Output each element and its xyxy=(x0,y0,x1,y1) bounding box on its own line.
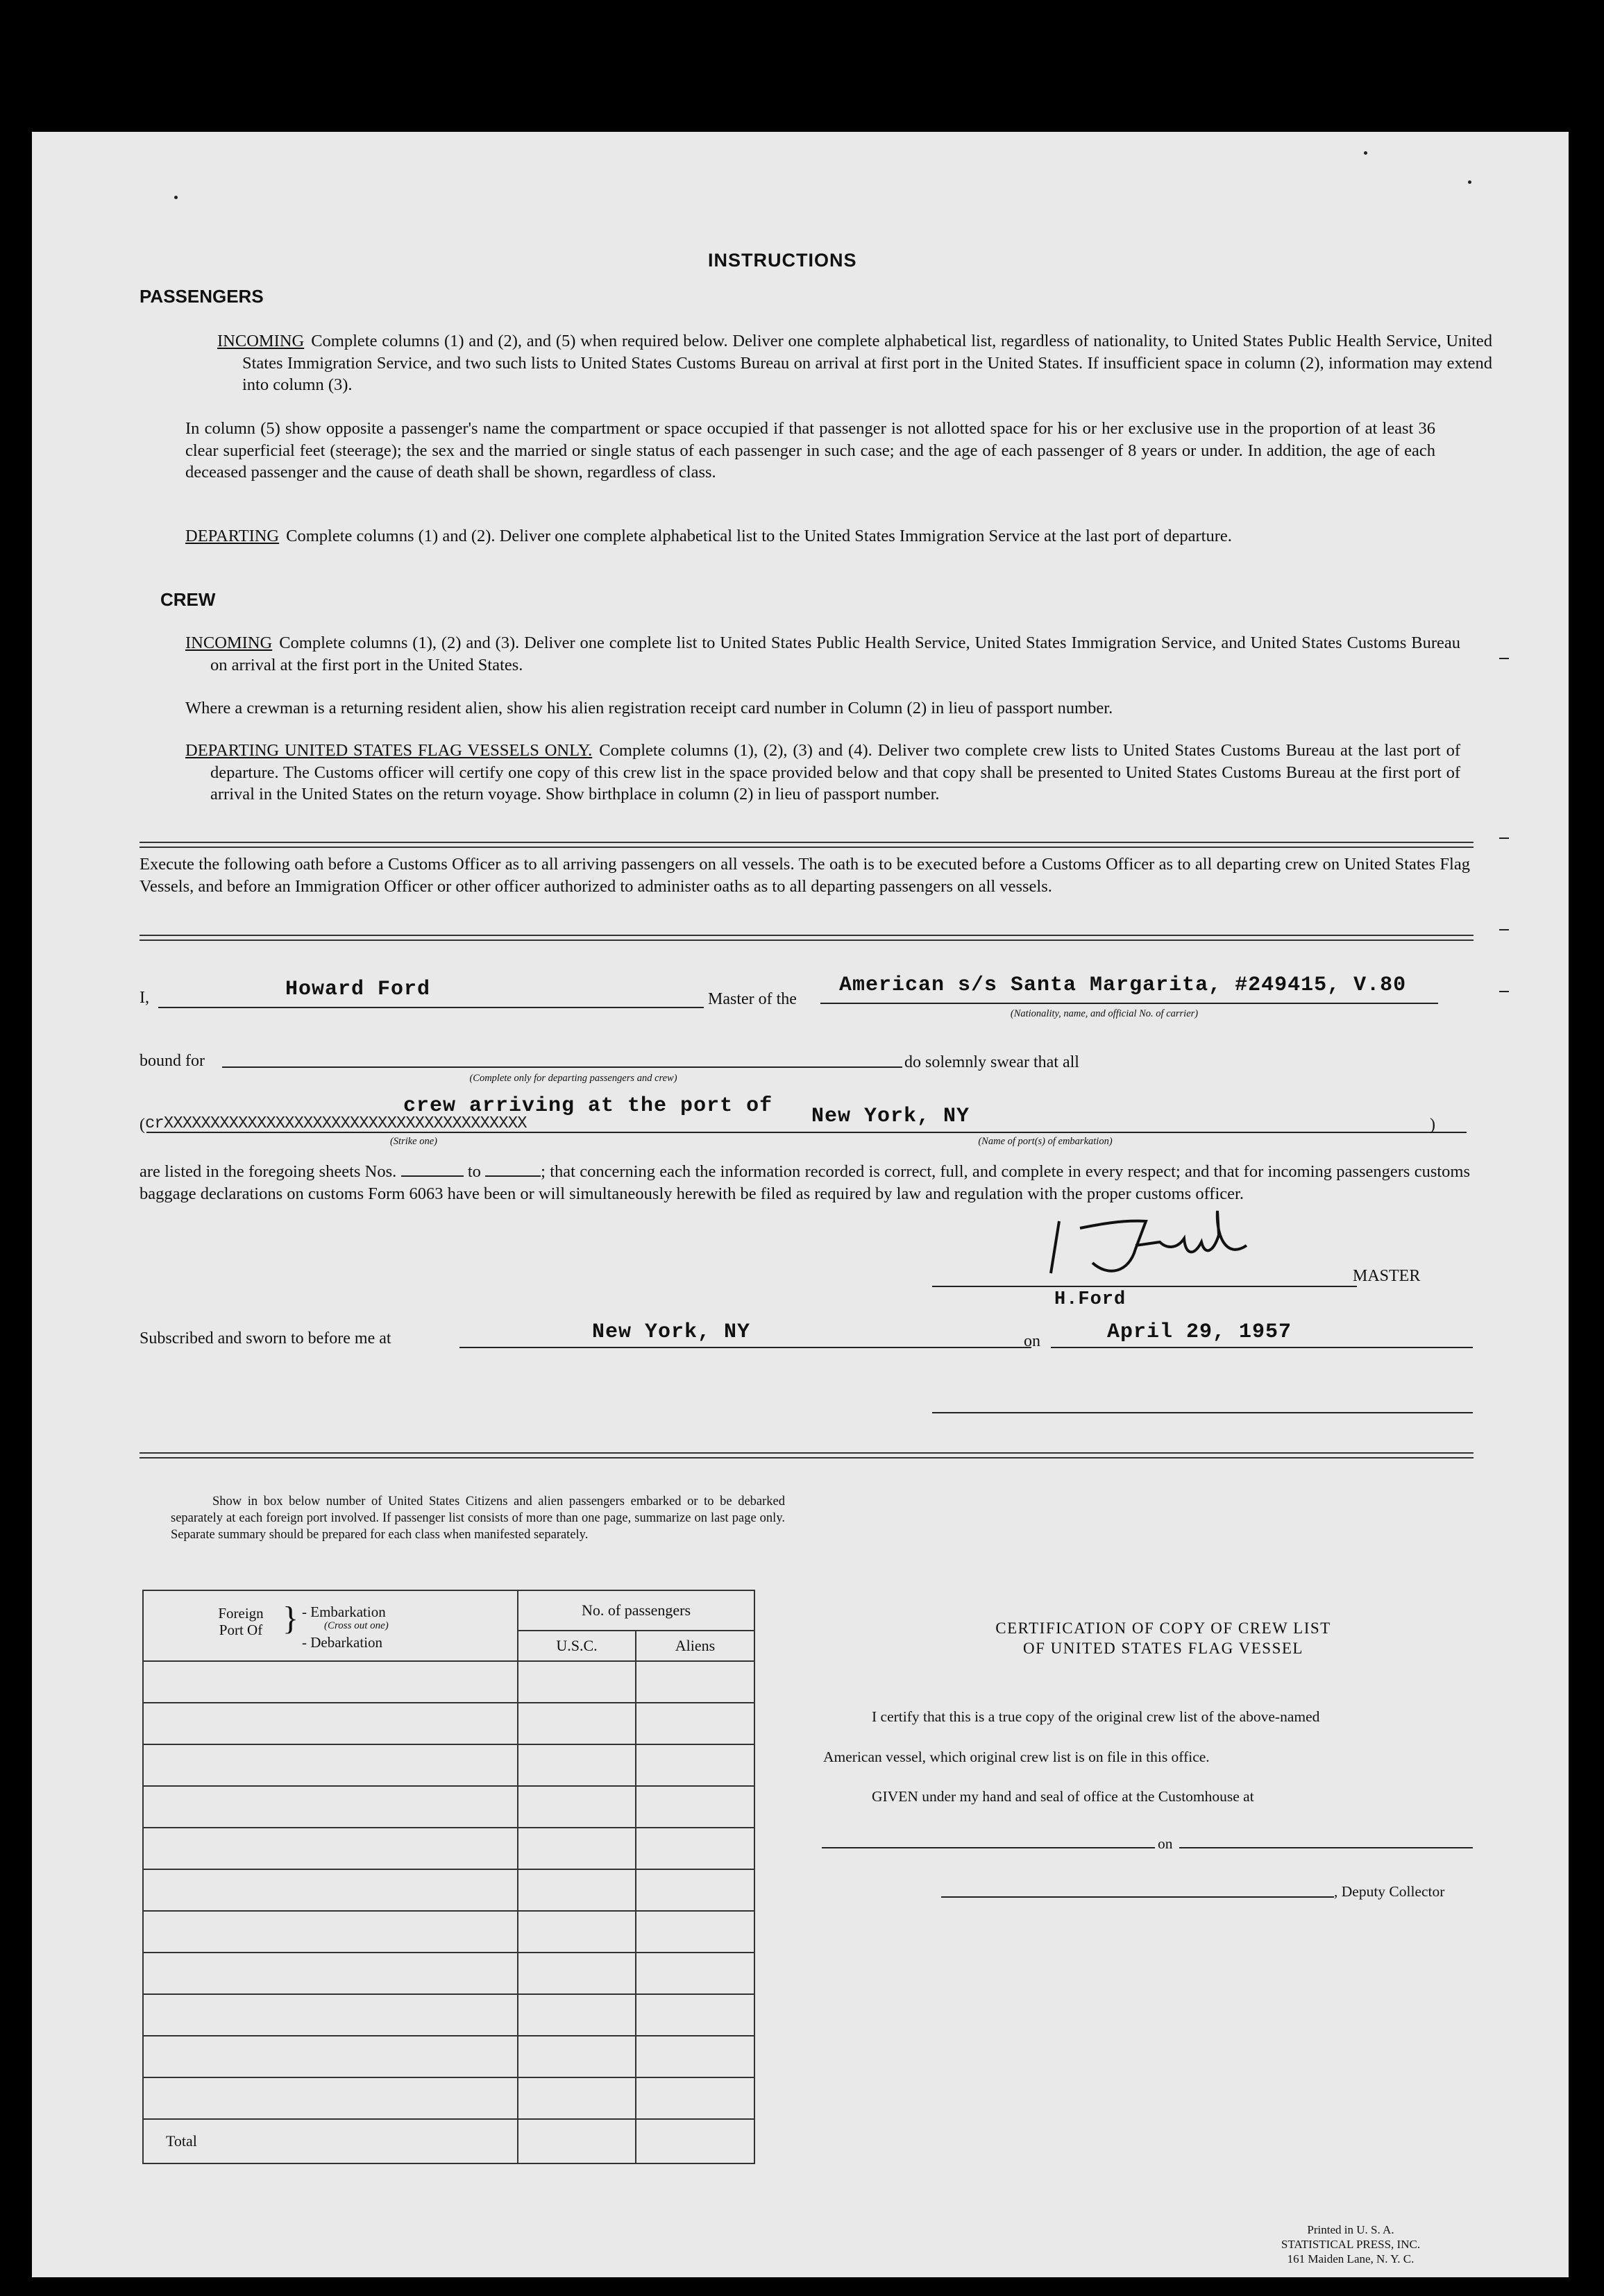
port-cell[interactable] xyxy=(143,1661,518,1703)
aliens-cell[interactable] xyxy=(636,1661,754,1703)
port-cell[interactable] xyxy=(143,1953,518,1994)
sworn-place-line xyxy=(459,1347,1031,1348)
no-of-passengers-header: No. of passengers xyxy=(518,1590,754,1631)
usc-cell[interactable] xyxy=(518,1786,636,1828)
swear-text: do solemnly swear that all xyxy=(904,1053,1079,1071)
port-cell[interactable] xyxy=(143,1828,518,1869)
master-label: MASTER xyxy=(1353,1267,1421,1285)
port-cell[interactable] xyxy=(143,1744,518,1786)
crew-resident-paragraph: Where a crewman is a returning resident alien, show his alien registration receipt card number in Column (2) in lieu of passport number. xyxy=(185,699,1113,717)
printer-line3: 161 Maiden Lane, N. Y. C. xyxy=(1287,2252,1415,2265)
edge-tick xyxy=(1499,658,1509,659)
strike-caption: (Strike one) xyxy=(389,1136,438,1147)
signature-line xyxy=(932,1286,1357,1287)
sheet-to-blank xyxy=(485,1175,541,1177)
open-paren: ( xyxy=(140,1116,145,1134)
port-caption: (Name of port(s) of embarkation) xyxy=(978,1136,1113,1147)
passengers-heading: PASSENGERS xyxy=(140,286,264,307)
given-text: GIVEN under my hand and seal of office at the Customhouse at xyxy=(872,1788,1254,1805)
crew-arriving-value: crew arriving at the port of xyxy=(403,1094,773,1118)
table-row xyxy=(143,1744,754,1786)
printer-imprint xyxy=(1212,2222,1489,2266)
crew-heading: CREW xyxy=(160,589,216,610)
passengers-incoming-text: Complete columns (1) and (2), and (5) when required below. Deliver one complete alphabetical list, regardless of nationality, to United States Public Health Service, United States Immigration Service, and two such lists to United States Customs Bureau on arrival at first port in the United States. If insufficient space in column (2), information may extend into column (3). xyxy=(242,332,1492,394)
signature-name: H.Ford xyxy=(1054,1289,1126,1310)
usc-total-cell[interactable] xyxy=(518,2119,636,2163)
on-label: on xyxy=(1024,1332,1040,1350)
usc-cell[interactable] xyxy=(518,1661,636,1703)
brace-icon: } xyxy=(282,1600,299,1637)
subscribed-label: Subscribed and sworn to before me at xyxy=(140,1329,391,1347)
debarkation-label: - Debarkation xyxy=(302,1634,383,1651)
oath-i-label: I, xyxy=(140,989,149,1007)
aliens-cell[interactable] xyxy=(636,1703,754,1744)
form-sheet xyxy=(32,132,1569,2277)
struck-out-text: crXXXXXXXXXXXXXXXXXXXXXXXXXXXXXXXXXXXXXXX xyxy=(145,1114,527,1133)
aliens-cell[interactable] xyxy=(636,1869,754,1911)
master-of-label: Master of the xyxy=(708,990,797,1008)
sworn-place-value: New York, NY xyxy=(592,1320,751,1344)
usc-cell[interactable] xyxy=(518,1703,636,1744)
sworn-date-value: April 29, 1957 xyxy=(1107,1320,1292,1344)
usc-cell[interactable] xyxy=(518,1911,636,1953)
listed-text-2: ; that concerning each the information recorded is correct, full, and complete in every respect; and that for incoming passengers customs baggage declarations on customs Form 6063 have been or will simultaneously herewith be filed as required by law and regulation with the proper customs officer. xyxy=(140,1162,1471,1203)
port-cell[interactable] xyxy=(143,2077,518,2119)
listed-text-1: are listed in the foregoing sheets Nos. xyxy=(140,1162,397,1181)
close-paren: ) xyxy=(1430,1116,1435,1134)
usc-cell[interactable] xyxy=(518,1828,636,1869)
cert-date-line xyxy=(1179,1847,1473,1848)
listed-paragraph xyxy=(140,1161,1470,1205)
usc-header: U.S.C. xyxy=(518,1631,636,1661)
crew-incoming-paragraph xyxy=(185,632,1460,676)
passengers-incoming-paragraph xyxy=(217,330,1492,396)
crew-departing-label: DEPARTING UNITED STATES FLAG VESSELS ONLY. xyxy=(185,741,593,760)
passengers-departing-paragraph xyxy=(185,525,1460,547)
sheet-from-blank xyxy=(401,1175,464,1177)
aliens-cell[interactable] xyxy=(636,2036,754,2077)
port-cell[interactable] xyxy=(143,1911,518,1953)
vessel-value: American s/s Santa Margarita, #249415, V.80 xyxy=(839,973,1407,997)
aliens-cell[interactable] xyxy=(636,1953,754,1994)
column5-paragraph: In column (5) show opposite a passenger's name the compartment or space occupied if that passenger is not allotted space for his or her exclusive use in the proportion of at least 36 clear superficial feet (steerage); the sex and the married or single status of each passenger in such case; and the age of each passenger of 8 years or under. In addition, the age of each deceased passenger and the cause of death shall be shown, regardless of class. xyxy=(185,419,1435,482)
edge-tick xyxy=(1499,991,1509,992)
port-cell[interactable] xyxy=(143,1994,518,2036)
edge-tick xyxy=(1499,837,1509,839)
speck xyxy=(1468,180,1471,184)
aliens-total-cell[interactable] xyxy=(636,2119,754,2163)
edge-tick xyxy=(1499,929,1509,930)
divider-rule xyxy=(140,1452,1474,1459)
certification-title xyxy=(851,1618,1476,1658)
table-row xyxy=(143,2036,754,2077)
table-row xyxy=(143,1953,754,1994)
certification-title-line2: OF UNITED STATES FLAG VESSEL xyxy=(1023,1640,1303,1657)
port-header-cell xyxy=(143,1590,518,1661)
passengers-incoming-label: INCOMING xyxy=(217,332,305,350)
customhouse-line xyxy=(822,1847,1155,1848)
master-signature xyxy=(1031,1207,1295,1284)
table-row xyxy=(143,1661,754,1703)
table-row xyxy=(143,1994,754,2036)
usc-cell[interactable] xyxy=(518,1744,636,1786)
instructions-title: INSTRUCTIONS xyxy=(708,250,857,271)
table-row xyxy=(143,1786,754,1828)
passenger-summary-table xyxy=(142,1590,755,2164)
speck xyxy=(174,196,178,199)
crew-departing-text: Complete columns (1), (2), (3) and (4). Deliver two complete crew lists to United States Customs Bureau at the last port of departure. The Customs officer will certify one copy of this crew list in the space provided below and that copy shall be presented to United States Customs Bureau at the first port of arrival in the United States on the return voyage. Show birthplace in column (2) in lieu of passport number. xyxy=(210,741,1460,803)
certify-text: I certify that this is a true copy of the original crew list of the above-named xyxy=(872,1708,1320,1725)
crew-incoming-label: INCOMING xyxy=(185,633,273,652)
aliens-cell[interactable] xyxy=(636,2077,754,2119)
usc-cell[interactable] xyxy=(518,2036,636,2077)
printer-line1: Printed in U. S. A. xyxy=(1307,2223,1394,2236)
port-cell[interactable] xyxy=(143,2036,518,2077)
printer-line2: STATISTICAL PRESS, INC. xyxy=(1281,2238,1421,2251)
certification-title-line1: CERTIFICATION OF COPY OF CREW LIST xyxy=(995,1619,1331,1637)
crew-departing-paragraph xyxy=(185,740,1460,806)
aliens-cell[interactable] xyxy=(636,1744,754,1786)
bound-for-line xyxy=(222,1066,902,1068)
divider-rule xyxy=(140,842,1474,848)
deputy-collector-label: , Deputy Collector xyxy=(1334,1883,1445,1900)
port-cell[interactable] xyxy=(143,1869,518,1911)
port-value: New York, NY xyxy=(811,1105,970,1128)
divider-rule xyxy=(140,935,1474,941)
table-row xyxy=(143,2077,754,2119)
aliens-header: Aliens xyxy=(636,1631,754,1661)
american-vessel-text: American vessel, which original crew list is on file in this office. xyxy=(823,1749,1210,1765)
total-label: Total xyxy=(143,2119,518,2163)
usc-cell[interactable] xyxy=(518,2077,636,2119)
sworn-date-line xyxy=(1051,1347,1473,1348)
cross-out-label: (Cross out one) xyxy=(324,1620,389,1631)
usc-cell[interactable] xyxy=(518,1953,636,1994)
officer-line xyxy=(932,1412,1473,1413)
table-row xyxy=(143,1828,754,1869)
master-name-line xyxy=(158,1007,704,1008)
listed-to: to xyxy=(467,1162,481,1181)
port-line xyxy=(146,1132,1467,1133)
aliens-cell[interactable] xyxy=(636,1786,754,1828)
table-row xyxy=(143,1703,754,1744)
passengers-departing-label: DEPARTING xyxy=(185,527,280,545)
usc-cell[interactable] xyxy=(518,1869,636,1911)
embarkation-label: - Embarkation xyxy=(302,1604,386,1620)
aliens-cell[interactable] xyxy=(636,1911,754,1953)
port-cell[interactable] xyxy=(143,1786,518,1828)
usc-cell[interactable] xyxy=(518,1994,636,2036)
aliens-cell[interactable] xyxy=(636,1828,754,1869)
foreign-port-of-label: Foreign Port Of xyxy=(218,1605,264,1638)
vessel-line xyxy=(820,1003,1438,1004)
speck xyxy=(1364,151,1367,155)
crew-incoming-text: Complete columns (1), (2) and (3). Deliver one complete list to United States Public Health Service, United States Immigration Service, and United States Customs Bureau on arrival at the first port in the United States. xyxy=(210,633,1460,674)
oath-instruction: Execute the following oath before a Customs Officer as to all arriving passengers on all vessels. The oath is to be executed before a Customs Officer as to all departing crew on United States Flag Vessels, and before an Immigration Officer or other officer authorized to administer oaths as to all departing passengers on all vessels. xyxy=(140,855,1470,896)
table-row xyxy=(143,1869,754,1911)
deputy-line xyxy=(941,1896,1334,1898)
master-name-value: Howard Ford xyxy=(285,978,431,1001)
summary-note: Show in box below number of United States Citizens and alien passengers embarked or to be debarked separately at each foreign port involved. If passenger list consists of more than one page, summarize on last page only. Separate summary should be prepared for each class when manifested separately. xyxy=(171,1495,785,1542)
bound-for-label: bound for xyxy=(140,1052,205,1070)
cert-on-label: on xyxy=(1158,1835,1173,1852)
table-row xyxy=(143,1911,754,1953)
vessel-caption: (Nationality, name, and official No. of carrier) xyxy=(1010,1008,1199,1019)
aliens-cell[interactable] xyxy=(636,1994,754,2036)
total-row xyxy=(143,2119,754,2163)
port-cell[interactable] xyxy=(143,1703,518,1744)
passengers-departing-text: Complete columns (1) and (2). Deliver one complete alphabetical list to the United States Immigration Service at the last port of departure. xyxy=(286,527,1232,545)
bound-for-caption: (Complete only for departing passengers and crew) xyxy=(469,1073,677,1084)
